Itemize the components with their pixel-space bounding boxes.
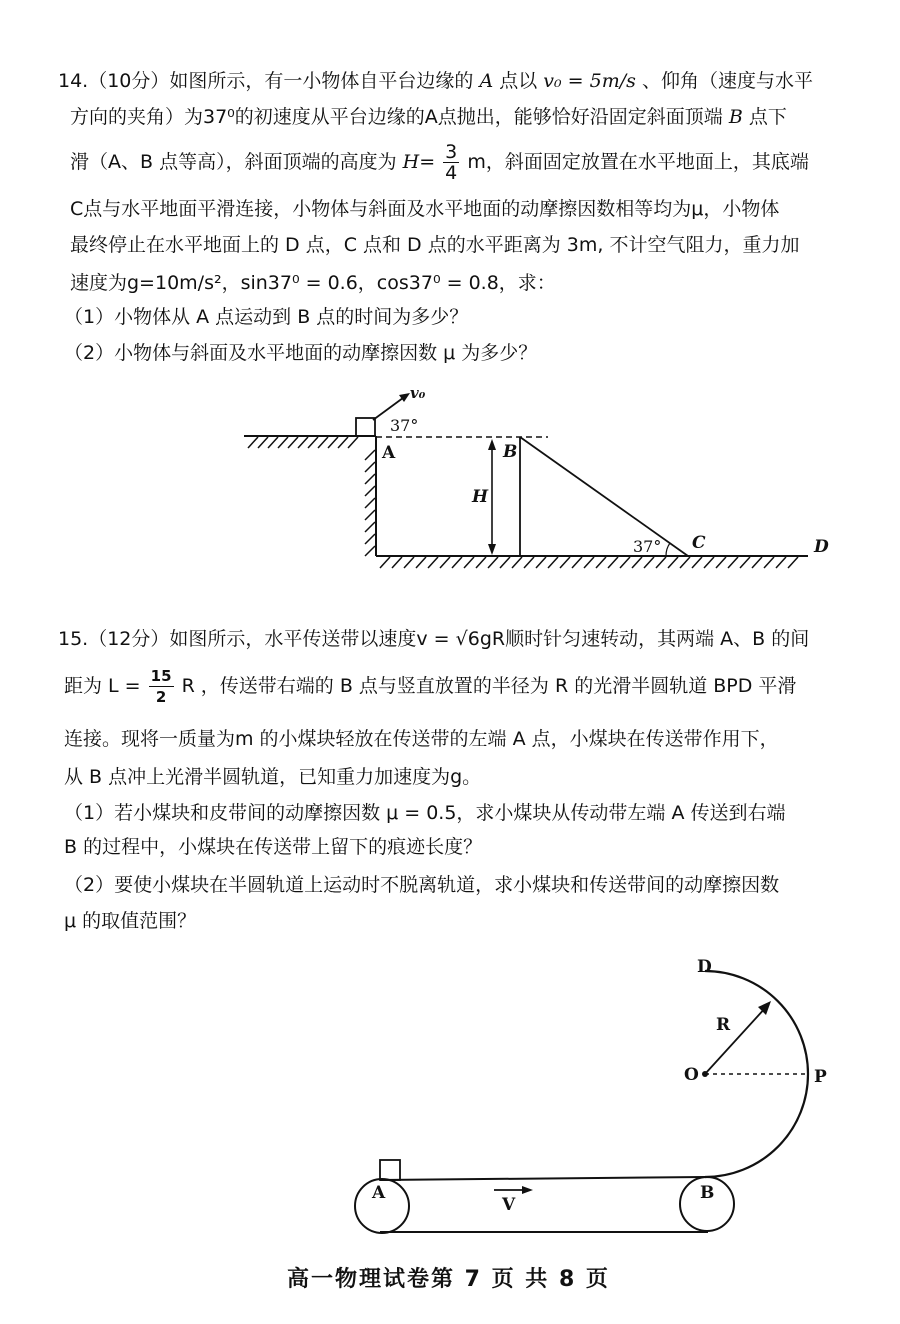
q15-l-numerator: 15 bbox=[150, 667, 172, 685]
fig14-label-c: C bbox=[692, 533, 706, 553]
fig15-coal-block bbox=[380, 1160, 400, 1180]
fig15-radius-arrow bbox=[705, 1006, 767, 1074]
q14-line-2-a: 方向的夹角）为37⁰的初速度从平台边缘的A点抛出，能够恰好沿固定斜面顶端 bbox=[70, 106, 723, 128]
q14-subquestion-2: （2）小物体与斜面及水平地面的动摩擦因数 μ 为多少？ bbox=[64, 342, 538, 364]
fig14-label-angle-bottom: 37° bbox=[633, 537, 662, 556]
q14-point-a: A bbox=[479, 70, 494, 92]
page-footer: 高一物理试卷第 7 页 共 8 页 bbox=[287, 1267, 610, 1292]
q14-line-6: 速度为g=10m/s²，sin37⁰ = 0.6，cos37⁰ = 0.8，求： bbox=[70, 272, 556, 294]
q14-h-equals: H= bbox=[402, 151, 436, 173]
q15-subquestion-2-a: （2）要使小煤块在半圆轨道上运动时不脱离轨道，求小煤块和传送带间的动摩擦因数 bbox=[64, 874, 780, 896]
q14-line-1-c: 、仰角（速度与水平 bbox=[641, 70, 813, 92]
q15-line-2-a: 距为 L = bbox=[64, 675, 141, 697]
q15-subquestion-1-a: （1）若小煤块和皮带间的动摩擦因数 μ = 0.5，求小煤块从传动带左端 A 传送到右端 bbox=[64, 802, 786, 824]
q14-v0-expression: v₀ = 5m/s bbox=[543, 70, 636, 92]
q14-line-1-b: 点以 bbox=[499, 70, 538, 92]
fig15-label-r: R bbox=[716, 1015, 731, 1035]
q14-line-2-b: 点下 bbox=[748, 106, 787, 128]
q15-subquestion-1-b: B 的过程中，小煤块在传送带上留下的痕迹长度？ bbox=[64, 836, 483, 858]
q14-h-denominator: 4 bbox=[445, 162, 458, 184]
fig14-label-v0: v₀ bbox=[410, 384, 426, 402]
q14-line-5: 最终停止在水平地面上的 D 点，C 点和 D 点的水平距离为 3m, 不计空气阻力，重力加 bbox=[70, 234, 800, 256]
q15-line-3: 连接。现将一质量为m 的小煤块轻放在传送带的左端 A 点，小煤块在传送带作用下， bbox=[64, 728, 779, 750]
fig14-label-a: A bbox=[382, 443, 396, 463]
fig14-label-d: D bbox=[814, 537, 829, 557]
q14-subquestion-1: （1）小物体从 A 点运动到 B 点的时间为多少？ bbox=[64, 306, 469, 328]
fig15-label-v: V bbox=[502, 1195, 516, 1215]
fig14-label-h: H bbox=[472, 487, 489, 507]
fig15-label-a: A bbox=[372, 1183, 386, 1203]
q15-line-1: 15.（12分）如图所示，水平传送带以速度v = √6gR顺时针匀速转动，其两端 A、B 的间 bbox=[58, 628, 810, 650]
fig15-label-b: B bbox=[700, 1183, 715, 1203]
fig15-label-o: O bbox=[684, 1065, 699, 1085]
q14-line-3-b: m，斜面固定放置在水平地面上，其底端 bbox=[467, 151, 809, 173]
q14-line-1-a: 14.（10分）如图所示，有一小物体自平台边缘的 bbox=[58, 70, 474, 92]
q15-subquestion-2-b: μ 的取值范围？ bbox=[64, 910, 197, 932]
fig15-label-p: P bbox=[814, 1067, 827, 1087]
q15-line-2-b: R ，传送带右端的 B 点与竖直放置的半径为 R 的光滑半圆轨道 BPD 平滑 bbox=[181, 675, 797, 697]
q14-line-3-a: 滑（A、B 点等高），斜面顶端的高度为 bbox=[70, 151, 397, 173]
fig15-label-d: D bbox=[697, 957, 712, 977]
q14-point-b: B bbox=[728, 106, 743, 128]
q15-line-4: 从 B 点冲上光滑半圆轨道，已知重力加速度为g。 bbox=[64, 766, 482, 788]
fig14-label-angle-top: 37° bbox=[390, 416, 419, 435]
fig15-belt-top bbox=[380, 1177, 705, 1180]
q14-h-numerator: 3 bbox=[445, 141, 458, 163]
fig15-velocity-arrowhead bbox=[522, 1186, 533, 1194]
fig14-label-b: B bbox=[503, 442, 518, 462]
q15-l-denominator: 2 bbox=[155, 688, 167, 706]
q14-line-4: C点与水平地面平滑连接，小物体与斜面及水平地面的动摩擦因数相等均为μ，小物体 bbox=[70, 198, 780, 220]
